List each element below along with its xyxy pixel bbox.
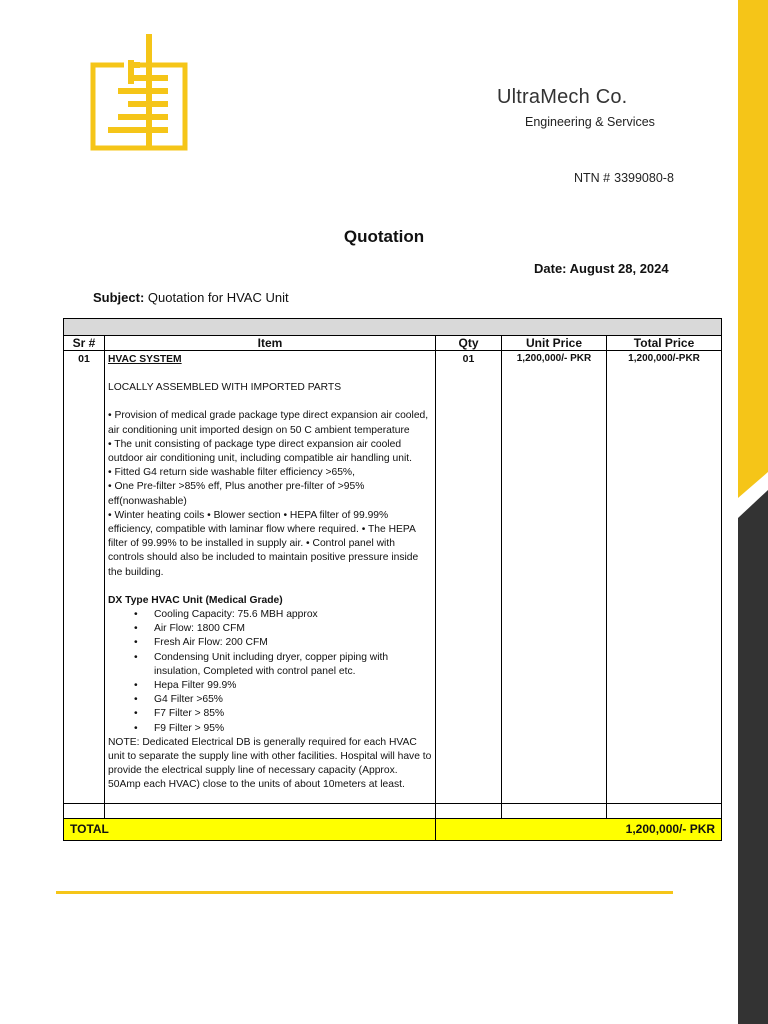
table-header-row: [64, 336, 722, 351]
ntn-line: [574, 171, 674, 185]
bullet-5: • Winter heating coils • Blower section • HEPA filter of 99.99% efficiency, compatible with laminar flow where required. • The HEPA filter of 99.99% to be installed in supply air. • Control panel with controls should also be included to maintain positive pressure inside the building.: [108, 509, 419, 578]
ntn-number: 3399080-8: [614, 171, 674, 185]
document-title: Quotation: [343, 227, 425, 246]
row-item-description: [105, 351, 436, 804]
header-sr: Sr #: [64, 336, 105, 351]
row-total-price: 1,200,000/-PKR: [607, 351, 722, 804]
system-title: HVAC SYSTEM: [108, 354, 182, 365]
row-sr: 01: [64, 351, 105, 804]
spec-list: [108, 608, 432, 736]
header-item: Item: [105, 336, 436, 351]
side-stripe-decoration: [738, 0, 768, 1024]
subject-label: Subject:: [93, 290, 145, 305]
document-date: Date: August 28, 2024: [534, 261, 669, 276]
table-row: [64, 351, 722, 804]
assembly-note: LOCALLY ASSEMBLED WITH IMPORTED PARTS: [108, 382, 342, 394]
spec-item: • Cooling Capacity: 75.6 MBH approx: [108, 608, 432, 622]
row-qty: 01: [436, 351, 502, 804]
spec-item: • G4 Filter >65%: [108, 693, 432, 707]
total-row: [64, 818, 722, 840]
spec-heading: DX Type HVAC Unit (Medical Grade): [108, 594, 283, 606]
row-unit-price: 1,200,000/- PKR: [502, 351, 607, 804]
bullet-1: • Provision of medical grade package type direct expansion air cooled, air conditioning unit imported design on 50 C ambient temperature: [108, 410, 429, 436]
total-value: 1,200,000/- PKR: [436, 818, 722, 840]
spec-item: • Condensing Unit including dryer, copper piping with insulation, Completed with control panel etc.: [108, 651, 432, 679]
table-row-empty: [64, 803, 722, 818]
company-name: UltraMech Co.: [497, 86, 628, 108]
electrical-note: NOTE: Dedicated Electrical DB is generally required for each HVAC unit to separate the supply line with other facilities. Hospital will have to provide the electrical supply line of necessary capacity (Approx. 50Amp each HVAC) close to the units of about 10meters at least.: [108, 736, 432, 791]
table-header-band: [64, 319, 722, 336]
spec-item: • F7 Filter > 85%: [108, 707, 432, 721]
bullet-2: • The unit consisting of package type direct expansion air cooled outdoor air conditioning unit, including compatible air handling unit.: [108, 438, 412, 465]
spec-item: • Hepa Filter 99.9%: [108, 679, 432, 693]
spec-item: • Fresh Air Flow: 200 CFM: [108, 636, 432, 650]
company-tagline: Engineering & Services: [525, 115, 655, 129]
total-label: TOTAL: [64, 818, 436, 840]
header-qty: Qty: [436, 336, 502, 351]
quotation-table: [63, 318, 722, 841]
spec-item: • F9 Filter > 95%: [108, 722, 432, 736]
ntn-label: NTN #: [574, 171, 611, 185]
spec-item: • Air Flow: 1800 CFM: [108, 622, 432, 636]
bullet-4: • One Pre-filter >85% eff, Plus another pre-filter of >95% eff(nonwashable): [108, 481, 365, 507]
subject-line: [93, 290, 289, 305]
bullet-3: • Fitted G4 return side washable filter efficiency >65%,: [108, 467, 355, 479]
footer-divider: [56, 891, 673, 894]
subject-text: Quotation for HVAC Unit: [147, 290, 289, 305]
header-unit-price: Unit Price: [502, 336, 607, 351]
building-logo-icon: [88, 32, 188, 152]
header-total-price: Total Price: [607, 336, 722, 351]
